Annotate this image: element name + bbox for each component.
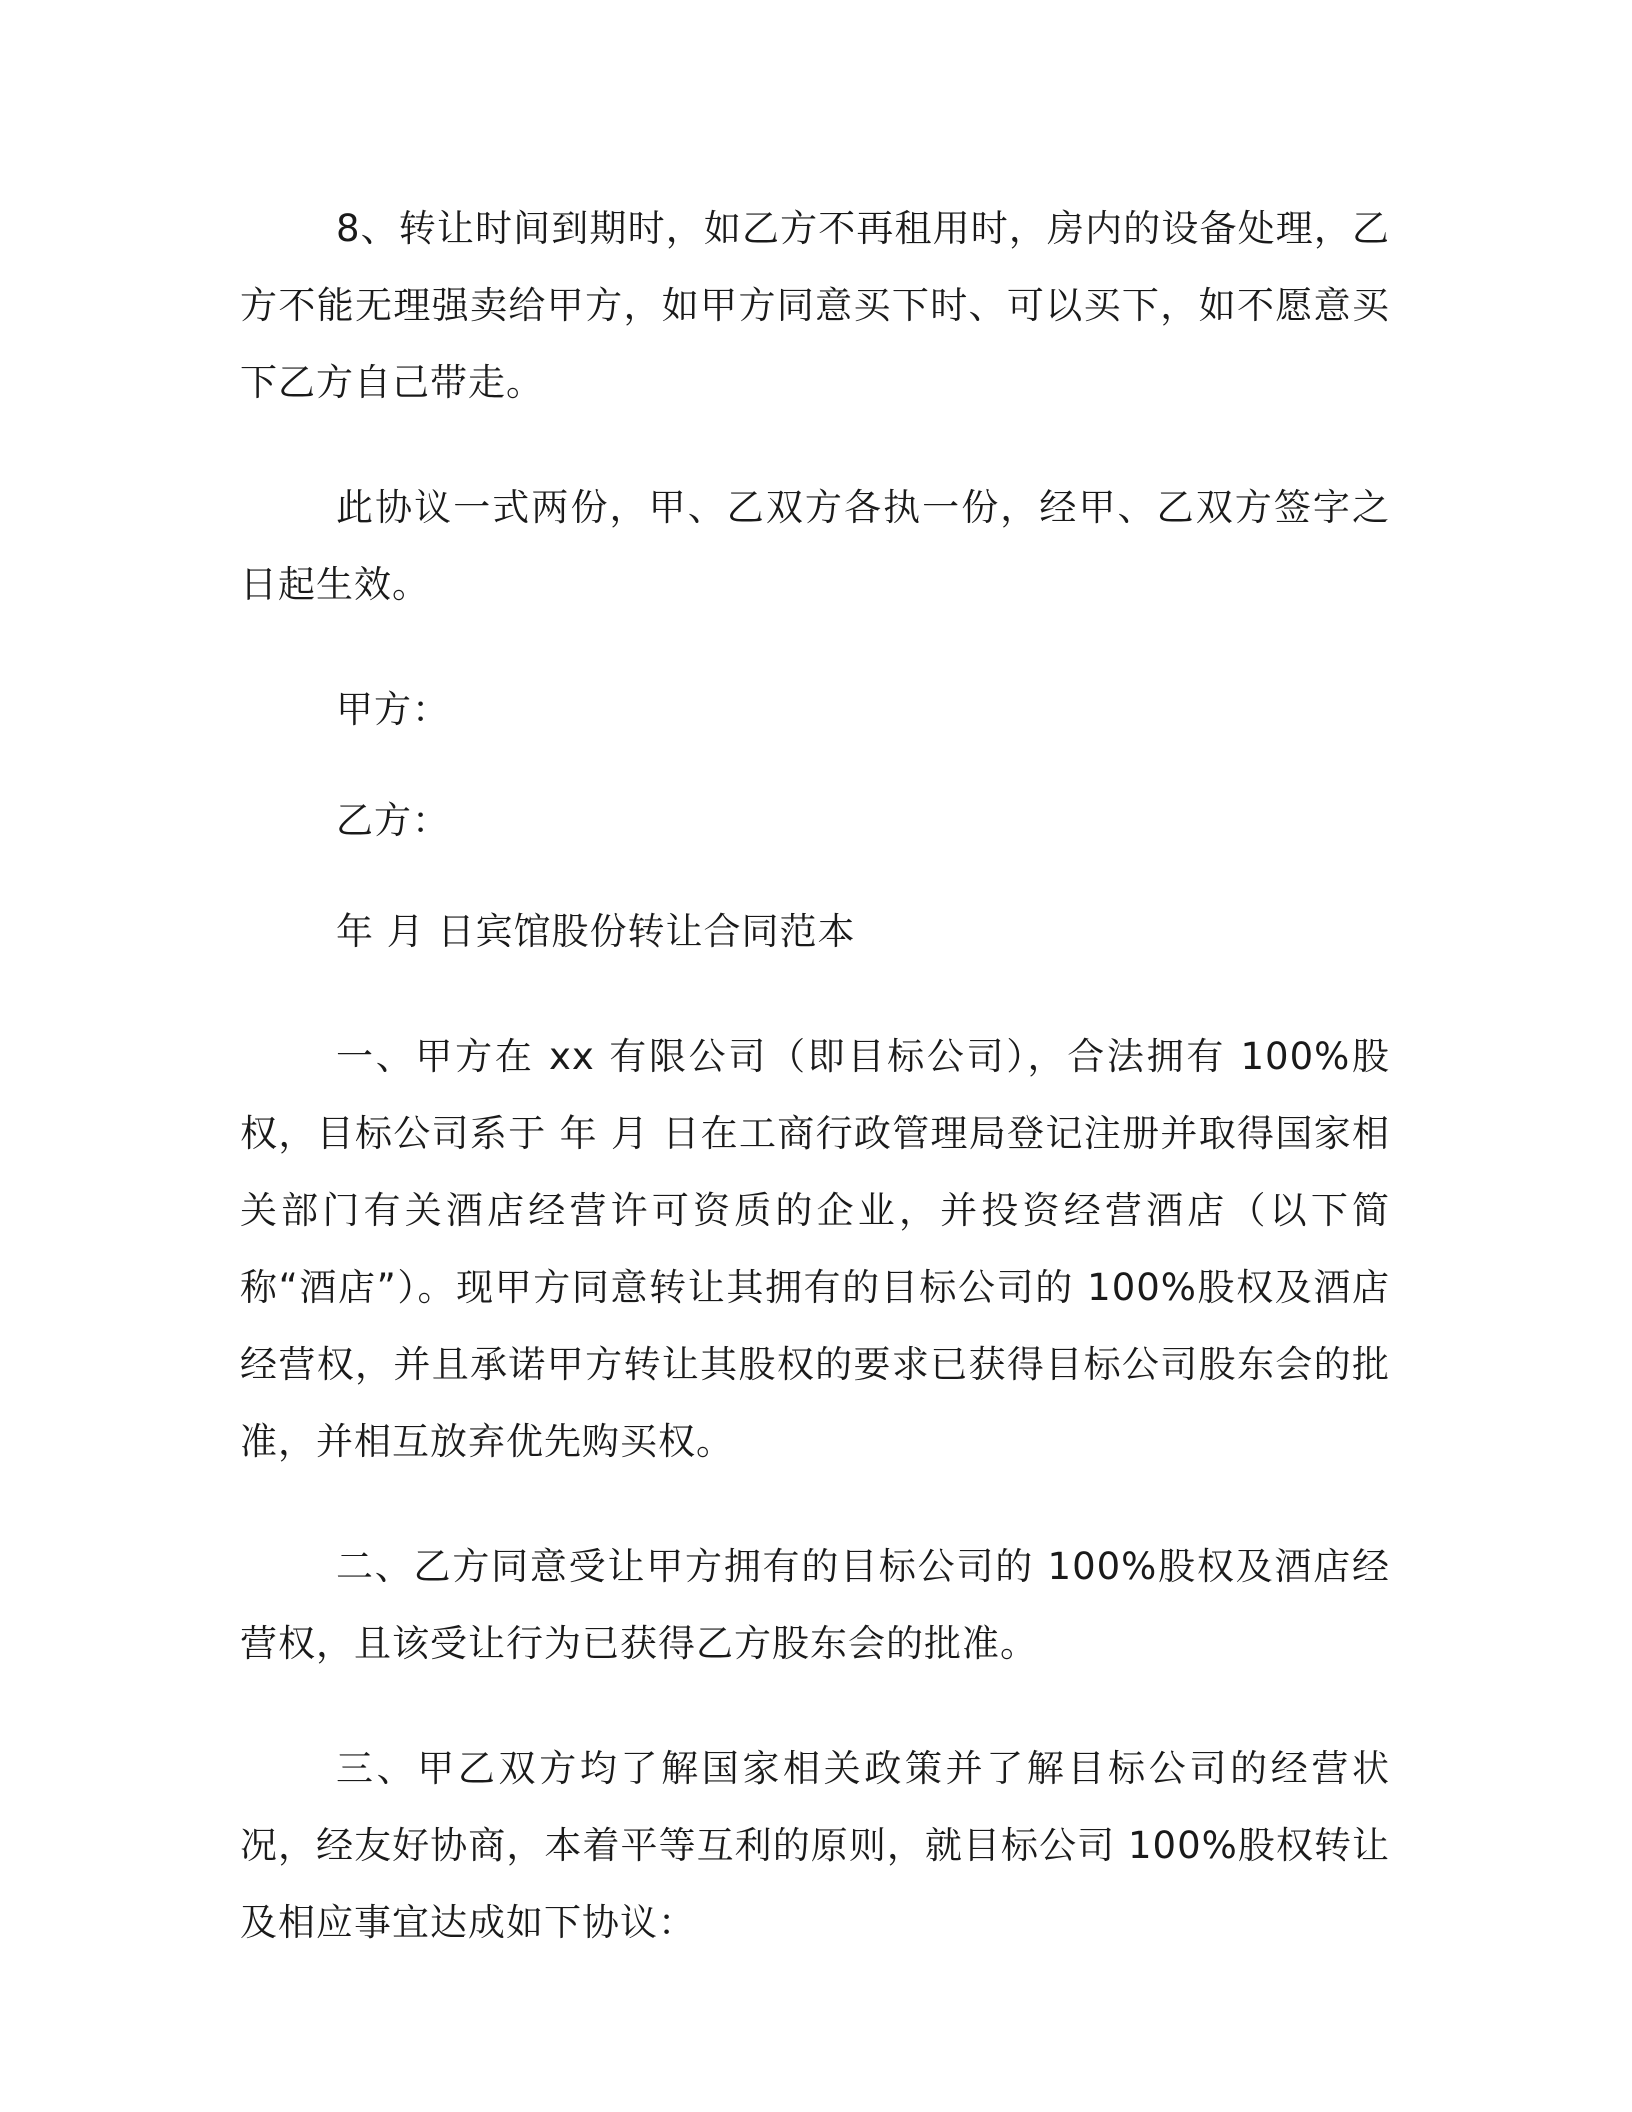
effective-clause-paragraph: 此协议一式两份，甲、乙双方各执一份，经甲、乙双方签字之日起生效。 [240,486,1390,606]
article-2-paragraph: 二、乙方同意受让甲方拥有的目标公司的 100%股权及酒店经营权，且该受让行为已获得乙方股东会的批准。 [240,1545,1390,1665]
clause-8-paragraph: 8、转让时间到期时，如乙方不再租用时，房内的设备处理，乙方不能无理强卖给甲方，如甲方同意买下时、可以买下，如不愿意买下乙方自己带走。 [240,207,1390,404]
document-body [240,190,1390,2009]
party-b-signature-line: 乙方： [336,799,450,842]
date-and-contract-title: 年 月 日宾馆股份转让合同范本 [336,910,856,953]
party-a-signature-line: 甲方： [336,688,450,731]
article-3-paragraph: 三、甲乙双方均了解国家相关政策并了解目标公司的经营状况，经友好协商，本着平等互利的原则，就目标公司 100%股权转让及相应事宜达成如下协议： [240,1747,1390,1944]
article-1-paragraph: 一、甲方在 xx 有限公司（即目标公司），合法拥有 100%股权，目标公司系于 年 月 日在工商行政管理局登记注册并取得国家相关部门有关酒店经营许可资质的企业，并投资经营酒店（以下简称“酒店”）。现甲方同意转让其拥有的目标公司的 100%股权及酒店经营权，并且承诺甲方转让其股权的要求已获得目标公司股东会的批准，并相互放弃优先购买权。 [240,1035,1390,1463]
